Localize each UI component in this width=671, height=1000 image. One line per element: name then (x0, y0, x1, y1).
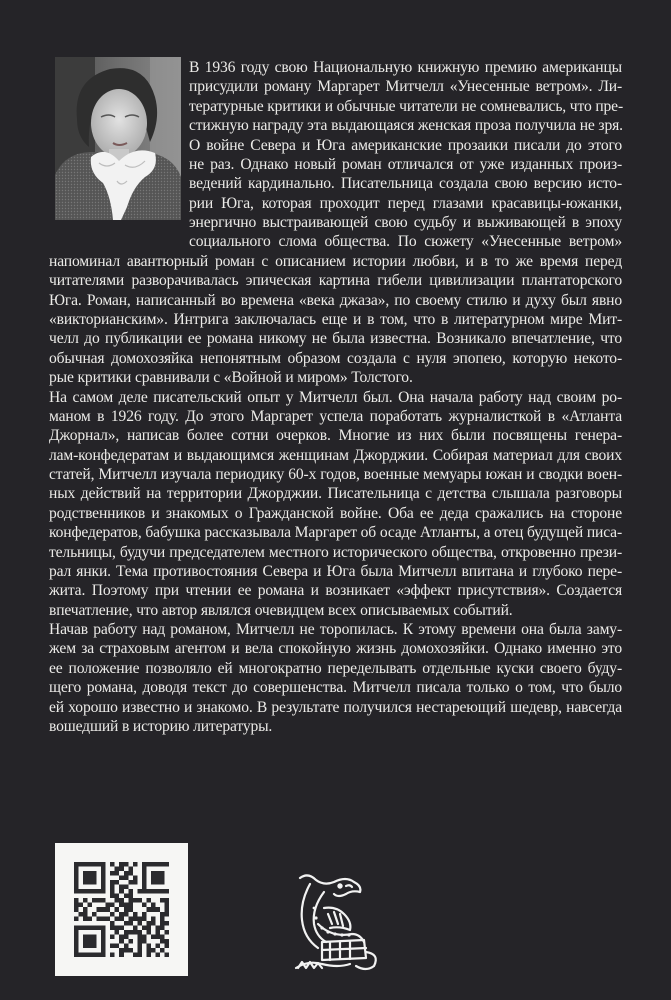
qr-module (124, 876, 129, 881)
qr-module (128, 939, 133, 944)
qr-module (92, 862, 97, 867)
qr-module (115, 867, 120, 872)
qr-module (133, 916, 138, 921)
text-line: рии Юга, которая проходит перед глазами красавицы-южанки, (189, 194, 622, 212)
qr-module (92, 943, 97, 948)
qr-module (92, 912, 97, 917)
qr-module (155, 907, 160, 912)
qr-module (137, 934, 142, 939)
qr-module (164, 930, 169, 935)
text-line: ных действий на территории Джорджии. Писательница с детства слышала разговоры (49, 485, 622, 503)
qr-module (142, 867, 147, 872)
qr-module (83, 889, 88, 894)
qr-module (97, 925, 102, 930)
qr-module (128, 867, 133, 872)
qr-module (128, 889, 133, 894)
qr-module (124, 921, 129, 926)
text-line: ей хорошо известно и знакомо. В результате получился нестареющий шедевр, навсегда (49, 698, 622, 716)
qr-module (155, 952, 160, 957)
qr-module (74, 903, 79, 908)
qr-module (97, 889, 102, 894)
qr-module (88, 925, 93, 930)
qr-module (119, 916, 124, 921)
qr-module (101, 952, 106, 957)
qr-module (74, 907, 79, 912)
qr-module (106, 907, 111, 912)
qr-module (92, 934, 97, 939)
text-line: ведений кардинально. Писательница создала свою версию исто- (189, 175, 622, 193)
qr-module (119, 898, 124, 903)
qr-module (110, 880, 115, 885)
qr-module (155, 943, 160, 948)
qr-module (164, 907, 169, 912)
qr-module (119, 867, 124, 872)
qr-module (146, 925, 151, 930)
text-line: стижную награду эта выдающаяся женская проза получила не зря. (189, 117, 623, 135)
qr-module (128, 880, 133, 885)
qr-module (142, 939, 147, 944)
qr-module (88, 889, 93, 894)
text-line: тельницы, будучи председателем местного исторического общества, откровенно прези- (49, 543, 622, 561)
qr-module (160, 934, 165, 939)
qr-module (128, 898, 133, 903)
qr-module (83, 880, 88, 885)
qr-module (160, 876, 165, 881)
qr-module (137, 916, 142, 921)
qr-module (164, 952, 169, 957)
qr-module (74, 876, 79, 881)
qr-module (92, 880, 97, 885)
qr-module (119, 862, 124, 867)
text-line: рал янки. Тема противостояния Севера и Юга была Митчелл впитана и глубоко пере- (49, 562, 622, 580)
qr-module (79, 903, 84, 908)
qr-module (137, 952, 142, 957)
qr-module (92, 925, 97, 930)
text-line: статей, Митчелл изучала периодику 60-х годов, военные мемуары южан и сводки воен- (49, 466, 622, 483)
qr-module (151, 907, 156, 912)
qr-module (142, 889, 147, 894)
qr-module (74, 871, 79, 876)
text-line: не раз. Однако новый роман отличался от уже изданных произ- (189, 155, 622, 173)
qr-module (110, 943, 115, 948)
qr-module (137, 898, 142, 903)
qr-module (155, 871, 160, 876)
qr-module (146, 943, 151, 948)
qr-module (97, 916, 102, 921)
dragon-logo-icon (288, 868, 384, 974)
text-line: В 1936 году свою Национальную книжную премию американцы (189, 59, 622, 76)
qr-module (88, 916, 93, 921)
qr-module (155, 862, 160, 867)
qr-module (110, 925, 115, 930)
qr-module (97, 907, 102, 912)
qr-module (74, 952, 79, 957)
qr-module (128, 871, 133, 876)
qr-module (101, 907, 106, 912)
qr-module (101, 898, 106, 903)
qr-module (83, 871, 88, 876)
qr-module (164, 912, 169, 917)
qr-module (97, 898, 102, 903)
qr-module (155, 930, 160, 935)
qr-module (79, 952, 84, 957)
qr-module (133, 876, 138, 881)
qr-module (160, 889, 165, 894)
qr-module (83, 925, 88, 930)
qr-module (115, 880, 120, 885)
qr-module (115, 898, 120, 903)
qr-module (151, 871, 156, 876)
qr-module (74, 943, 79, 948)
qr-module (151, 921, 156, 926)
qr-module (151, 862, 156, 867)
qr-module (142, 903, 147, 908)
qr-module (83, 943, 88, 948)
qr-code[interactable] (55, 843, 188, 976)
qr-module (160, 898, 165, 903)
qr-module (101, 925, 106, 930)
qr-module (160, 925, 165, 930)
qr-module (128, 916, 133, 921)
qr-module (142, 912, 147, 917)
qr-module (119, 925, 124, 930)
text-line: щего романа, доводя текст до совершенства. Митчелл писала только о том, что было (49, 679, 622, 697)
qr-module (88, 943, 93, 948)
qr-module (133, 952, 138, 957)
qr-module (119, 948, 124, 953)
qr-module (124, 948, 129, 953)
qr-module (146, 862, 151, 867)
qr-module (155, 889, 160, 894)
qr-code-icon (74, 862, 169, 957)
qr-module (160, 939, 165, 944)
qr-module (119, 885, 124, 890)
text-line: обычная домохозяйка непонятным образом создала с нуля эпопею, которую некото- (49, 349, 622, 367)
text-line: энергично выстраивающей свою судьбу и выживающей в эпоху (189, 214, 622, 231)
qr-module (88, 934, 93, 939)
qr-module (124, 934, 129, 939)
qr-module (119, 939, 124, 944)
qr-module (146, 898, 151, 903)
qr-module (164, 943, 169, 948)
qr-module (146, 889, 151, 894)
text-line: тературные критики и обычные читатели не сомневались, что пре- (189, 97, 623, 115)
qr-module (119, 952, 124, 957)
qr-module (124, 907, 129, 912)
qr-module (133, 930, 138, 935)
qr-module (101, 876, 106, 881)
qr-module (74, 880, 79, 885)
qr-module (160, 948, 165, 953)
qr-module (101, 885, 106, 890)
qr-module (124, 943, 129, 948)
text-line: Юга. Роман, написанный во времена «века джаза», по своему стилю и духу был явно (49, 291, 622, 309)
qr-module (83, 876, 88, 881)
qr-module (101, 930, 106, 935)
text-line: маном в 1926 году. До этого Маргарет успела поработать журналисткой в «Атланта (49, 407, 622, 425)
qr-module (88, 939, 93, 944)
qr-module (137, 939, 142, 944)
qr-module (74, 939, 79, 944)
qr-module (128, 930, 133, 935)
qr-module (160, 862, 165, 867)
qr-module (79, 862, 84, 867)
qr-module (115, 894, 120, 899)
qr-module (110, 889, 115, 894)
qr-module (133, 862, 138, 867)
qr-module (164, 889, 169, 894)
qr-module (137, 943, 142, 948)
qr-module (110, 862, 115, 867)
qr-module (79, 912, 84, 917)
qr-module (74, 867, 79, 872)
text-line: вошедший в историю литературы. (49, 717, 273, 735)
qr-module (142, 876, 147, 881)
qr-module (151, 889, 156, 894)
qr-module (74, 889, 79, 894)
qr-module (164, 898, 169, 903)
text-line: рые критики сравнивали с «Войной и миром» Толстого. (49, 369, 413, 387)
qr-module (164, 903, 169, 908)
qr-module (137, 930, 142, 935)
qr-module (74, 934, 79, 939)
qr-module (106, 916, 111, 921)
qr-module (88, 903, 93, 908)
qr-module (74, 930, 79, 935)
qr-module (88, 876, 93, 881)
qr-module (151, 876, 156, 881)
qr-module (137, 921, 142, 926)
qr-module (124, 903, 129, 908)
qr-module (160, 912, 165, 917)
qr-module (83, 952, 88, 957)
qr-module (83, 862, 88, 867)
qr-module (142, 871, 147, 876)
qr-module (88, 952, 93, 957)
qr-module (128, 903, 133, 908)
qr-module (128, 907, 133, 912)
qr-module (101, 862, 106, 867)
qr-module (110, 871, 115, 876)
qr-module (97, 862, 102, 867)
qr-module (128, 948, 133, 953)
qr-module (101, 948, 106, 953)
qr-module (151, 948, 156, 953)
qr-module (92, 871, 97, 876)
qr-module (160, 880, 165, 885)
qr-module (164, 921, 169, 926)
qr-module (151, 903, 156, 908)
text-line: Джорнал», написав более сотни очерков. Многие из них были посвящены генера- (49, 427, 622, 445)
qr-module (92, 876, 97, 881)
qr-module (92, 939, 97, 944)
qr-module (115, 907, 120, 912)
text-line: конфедератов, бабушка рассказывала Маргарет об осаде Атланты, а отец будущей писа- (49, 524, 622, 542)
qr-module (142, 862, 147, 867)
qr-module (115, 916, 120, 921)
qr-module (101, 871, 106, 876)
publisher-logo (288, 868, 384, 974)
qr-module (110, 912, 115, 917)
text-line: На самом деле писательский опыт у Митчелл был. Она начала работу над своим ро- (49, 388, 622, 406)
qr-module (74, 916, 79, 921)
qr-module (110, 921, 115, 926)
text-line: жем за страховым агентом и вела спокойную жизнь домохозяйки. Однако именно это (49, 640, 622, 658)
qr-module (151, 880, 156, 885)
qr-module (146, 921, 151, 926)
text-line: лам-конфедератам и выдающимся женщинам Джорджии. Собирая материал для своих (49, 446, 622, 464)
text-line: «викторианским». Интрига заключалась еще и в том, что в литературном мире Мит- (49, 310, 622, 328)
qr-module (146, 930, 151, 935)
qr-module (101, 939, 106, 944)
qr-module (101, 880, 106, 885)
author-portrait-photo (55, 57, 181, 220)
qr-module (119, 876, 124, 881)
qr-module (115, 930, 120, 935)
text-line: Начав работу над романом, Митчелл не торопилась. К этому времени она была заму- (49, 621, 622, 638)
qr-module (124, 912, 129, 917)
qr-module (164, 862, 169, 867)
qr-module (128, 894, 133, 899)
qr-module (142, 880, 147, 885)
qr-module (128, 921, 133, 926)
qr-module (83, 934, 88, 939)
qr-module (106, 903, 111, 908)
qr-module (110, 903, 115, 908)
qr-module (146, 952, 151, 957)
qr-module (119, 889, 124, 894)
qr-module (83, 907, 88, 912)
qr-module (119, 903, 124, 908)
qr-module (119, 912, 124, 917)
qr-module (115, 871, 120, 876)
qr-module (133, 898, 138, 903)
qr-module (101, 889, 106, 894)
qr-module (83, 912, 88, 917)
text-line: ее положение позволяло ей многократно переделывать отдельные куски своего буду- (49, 659, 622, 677)
qr-module (88, 871, 93, 876)
qr-module (137, 889, 142, 894)
qr-module (74, 898, 79, 903)
text-line: О войне Севера и Юга американские прозаики писали до этого (189, 136, 622, 154)
qr-module (83, 939, 88, 944)
qr-module (74, 885, 79, 890)
qr-module (124, 862, 129, 867)
qr-module (137, 948, 142, 953)
qr-module (88, 880, 93, 885)
text-line: жита. Поэтому при чтении ее романа и возникает «эффект присутствия». Создается (49, 582, 622, 600)
text-line: напоминал авантюрный роман с описанием истории любви, и в то же время перед (49, 252, 622, 270)
text-line: читателями разворачивалась эпическая картина гибели цивилизации плантаторского (49, 272, 622, 290)
qr-module (110, 952, 115, 957)
text-line: присудили роману Маргарет Митчелл «Унесенные ветром». Ли- (189, 78, 622, 96)
qr-module (155, 876, 160, 881)
qr-module (151, 916, 156, 921)
qr-module (110, 934, 115, 939)
qr-module (146, 907, 151, 912)
text-line: впечатление, что автор являлся очевидцем всех описываемых событий. (49, 601, 513, 619)
qr-module (124, 885, 129, 890)
qr-module (124, 894, 129, 899)
qr-module (79, 889, 84, 894)
qr-module (101, 867, 106, 872)
text-line: социального слома общества. По сюжету «Унесенные ветром» (189, 233, 622, 251)
text-line: челл до публикации ее романа никому не была известна. Возникало впечатление, что (49, 330, 622, 348)
qr-module (101, 934, 106, 939)
qr-module (88, 862, 93, 867)
qr-module (142, 885, 147, 890)
qr-module (160, 921, 165, 926)
qr-module (142, 925, 147, 930)
qr-module (115, 925, 120, 930)
qr-module (101, 916, 106, 921)
qr-module (160, 916, 165, 921)
qr-module (83, 916, 88, 921)
qr-module (160, 871, 165, 876)
qr-module (151, 934, 156, 939)
qr-module (101, 943, 106, 948)
qr-module (155, 925, 160, 930)
qr-module (92, 952, 97, 957)
qr-module (133, 912, 138, 917)
qr-module (83, 898, 88, 903)
qr-module (124, 930, 129, 935)
qr-module (115, 943, 120, 948)
qr-module (92, 898, 97, 903)
qr-module (79, 925, 84, 930)
qr-module (74, 862, 79, 867)
qr-module (110, 885, 115, 890)
portrait-image (55, 57, 181, 220)
qr-module (146, 948, 151, 953)
qr-module (92, 889, 97, 894)
qr-module (133, 880, 138, 885)
qr-module (119, 934, 124, 939)
qr-module (74, 925, 79, 930)
qr-module (155, 934, 160, 939)
qr-module (142, 916, 147, 921)
text-line: родственников и знакомых о Гражданской войне. Оба ее деда сражались на стороне (49, 504, 622, 522)
qr-module (155, 880, 160, 885)
qr-module (164, 939, 169, 944)
qr-module (142, 934, 147, 939)
qr-module (133, 925, 138, 930)
qr-module (110, 894, 115, 899)
qr-module (124, 871, 129, 876)
qr-module (74, 948, 79, 953)
qr-module (97, 952, 102, 957)
